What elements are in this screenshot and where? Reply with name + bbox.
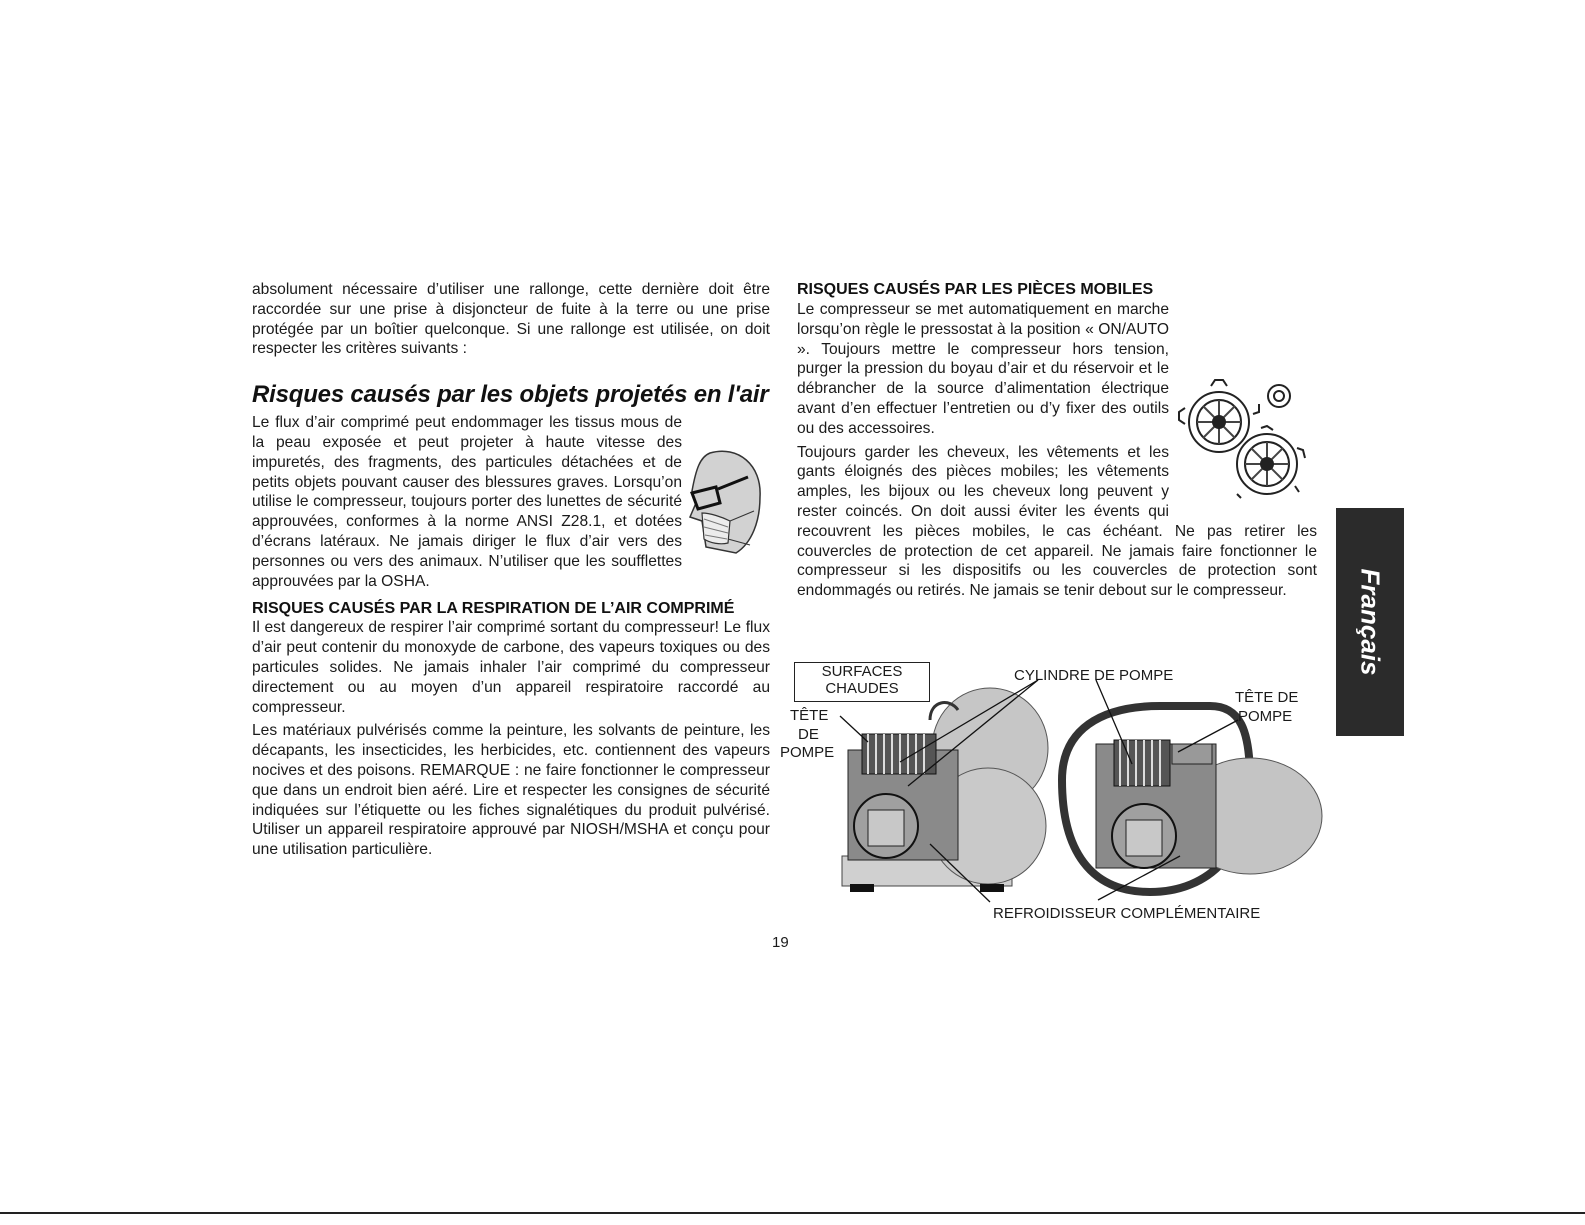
pump-head-right-line1: TÊTE DE [1235, 689, 1299, 706]
moving-parts-title: RISQUES CAUSÉS PAR LES PIÈCES MOBILES [797, 281, 1154, 298]
breathing-paragraph-1: Il est dangereux de respirer l’air comprimé sortant du compresseur! Le flux d’air peut contenir du monoxyde de carbone, des vapeurs toxiques ou des particules solides. Ne jamais inhaler l’air comprimé du compresseur directement ou au moyen d’un appareil respiratoire raccordé au compresseur. [252, 619, 770, 716]
pump-head-left-line3: POMPE [780, 744, 835, 761]
page-bottom-rule [0, 1212, 1585, 1214]
pump-head-left-line2: DE [798, 726, 819, 743]
pump-head-right-line2: POMPE [1238, 708, 1293, 725]
intro-paragraph: absolument nécessaire d’utiliser une rallonge, cette dernière doit être raccordée sur une prise à disjoncteur de fuite à la terre ou une prise protégée par un boîtier quelconque. Si une rallonge est utilisée, on doit respecter les critères suivants : [252, 281, 770, 358]
pump-head-left-line1: TÊTE [790, 707, 829, 724]
moving-parts-paragraph-2: Toujours garder les cheveux, les vêtements et les gants éloignés des pièces mobiles; les vêtements amples, les bijoux ou les cheveux long peuvent y rester coincés. On doit aussi éviter les évents qui recouvrent les pièces mobiles, le cas échéant. Ne pas retirer les couvercles de protection de cet appareil. Ne jamais faire fonctionner le compresseur si les dispositifs ou les couvercles de protection sont endommagés ou retirés. Ne jamais se tenir debout sur le compresseur. [797, 443, 1317, 600]
flying-objects-block [252, 413, 770, 591]
section-title-flying-objects: Risques causés par les objets projetés en l'air [252, 381, 769, 409]
page-number: 19 [772, 934, 789, 951]
moving-parts-paragraph-1: Le compresseur se met automatiquement en marche lorsqu’on règle le pressostat à la position « ON/AUTO ». Toujours mettre le compresseur hors tension, purger la pression du boyau d’air et du réservoir et le débrancher de la source d’alimentation électrique avant d’en effectuer l’entretien ou d’y fixer des outils ou des accessoires. [797, 301, 1169, 437]
gears-icon [1175, 378, 1317, 506]
aftercooler-label: REFROIDISSEUR COMPLÉMENTAIRE [993, 905, 1261, 922]
hot-surfaces-label-line2: CHAUDES [825, 680, 899, 697]
hot-surfaces-label-line1: SURFACES [821, 663, 903, 680]
breathing-paragraph-2: Les matériaux pulvérisés comme la peinture, les solvants de peinture, les décapants, les insecticides, les herbicides, etc. contiennent des vapeurs nocives et des poisons. REMARQUE : ne faire fonctionner le compresseur que dans un endroit bien aéré. Lire et respecter les consignes de sécurité indiquées sur l’étiquette ou les fiches signalétiques du produit pulvérisé. Utiliser un appareil respiratoire approuvé par NIOSH/MSHA et conçu pour une utilisation particulière. [252, 722, 770, 859]
language-tab-label: Français [1355, 568, 1386, 676]
breathing-title: RISQUES CAUSÉS PAR LA RESPIRATION DE L’AIR COMPRIMÉ [252, 600, 735, 618]
language-tab [1336, 508, 1404, 736]
hot-surfaces-box [794, 662, 930, 702]
flying-objects-paragraph: Le flux d’air comprimé peut endommager les tissus mous de la peau exposée et peut projeter à haute vitesse des impuretés, des fragments, des particules détachées et de petits objets pouvant causer des blessures graves. Lorsqu’on utilise le compresseur, toujours porter des lunettes de sécurité approuvées, conformes à la norme ANSI Z28.1, et dotées d’écrans latéraux. Ne jamais diriger le flux d’air vers des personnes ou vers des animaux. N’utiliser que les soufflettes approuvées par la OSHA. [252, 414, 682, 590]
face-mask-goggles-illustration [688, 447, 764, 557]
left-column [252, 280, 770, 860]
right-column [797, 280, 1317, 601]
pump-cylinder-label: CYLINDRE DE POMPE [1014, 667, 1174, 684]
compressor-diagram [780, 660, 1325, 930]
